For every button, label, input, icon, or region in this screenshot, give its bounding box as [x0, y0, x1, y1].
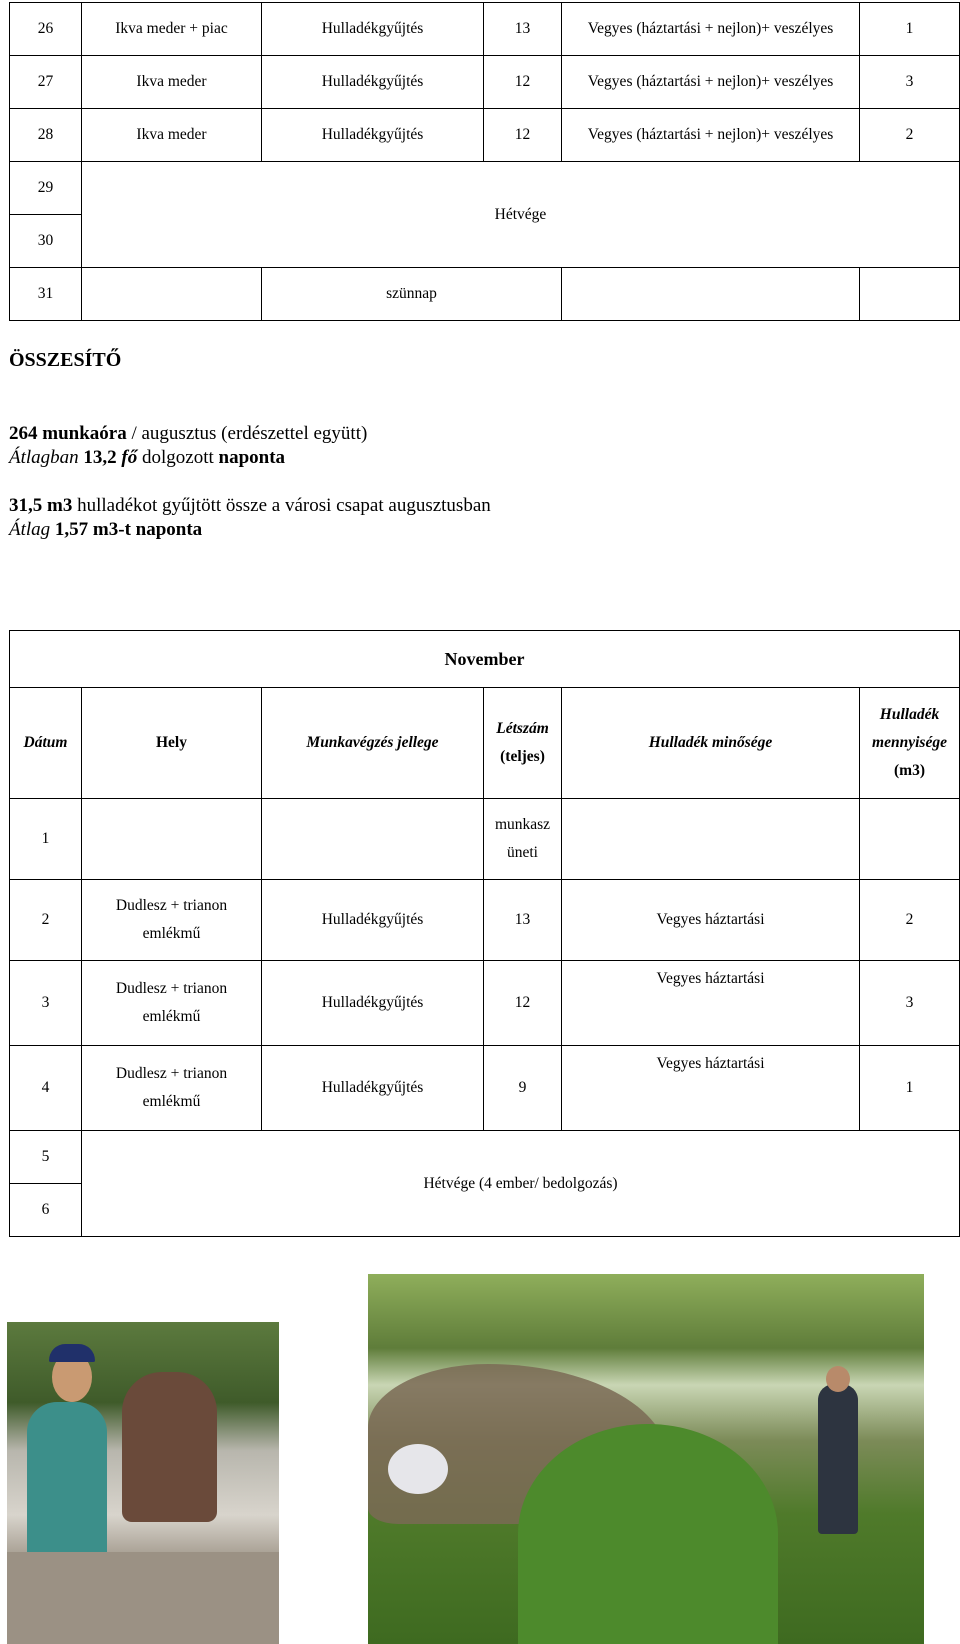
plastic-bag: [388, 1444, 448, 1494]
daily-text: naponta: [218, 447, 286, 468]
holiday-cell: szünnap: [262, 268, 562, 321]
table-row: [10, 109, 960, 162]
qty-cell: 1: [860, 3, 960, 56]
qty-cell: 1: [860, 1046, 960, 1131]
count-cell: 9: [484, 1046, 562, 1131]
place-cell: Ikva meder: [82, 56, 262, 109]
quality-cell: Vegyes háztartási: [562, 1046, 860, 1131]
header-place: Hely: [82, 688, 262, 799]
table-row: [10, 1046, 960, 1131]
waste-text: hulladékot gyűjtött össze a városi csapat augusztusban: [72, 495, 491, 516]
worker-figure: [818, 1384, 858, 1534]
day-cell: 28: [10, 109, 82, 162]
qty-cell: [860, 799, 960, 880]
place-line2: emlékmű: [142, 925, 201, 942]
day-cell: 1: [10, 799, 82, 880]
worker-head: [826, 1366, 850, 1392]
work-cell: Hulladékgyűjtés: [262, 3, 484, 56]
header-count-line1: Létszám: [496, 720, 549, 737]
qty-cell: 2: [860, 880, 960, 961]
day-cell: 27: [10, 56, 82, 109]
weekend-cell: Hétvége: [82, 162, 960, 268]
day-cell: 31: [10, 268, 82, 321]
table-row: [10, 799, 960, 880]
count-cell: 12: [484, 109, 562, 162]
hours-value: 264 munkaóra: [9, 423, 127, 444]
november-table: [9, 630, 960, 1237]
count-cell: 13: [484, 880, 562, 961]
header-qty: [860, 688, 960, 799]
header-date: Dátum: [10, 688, 82, 799]
header-row: [10, 688, 960, 799]
header-qty-line3: (m3): [894, 762, 925, 779]
average-waste-label: Átlag: [9, 519, 51, 540]
work-cell: Hulladékgyűjtés: [262, 961, 484, 1046]
qty-cell: [860, 268, 960, 321]
worked-text: dolgozott: [137, 447, 219, 468]
count-cell: 13: [484, 3, 562, 56]
summary-heading: ÖSSZESÍTŐ: [9, 349, 122, 371]
table-title-row: [10, 631, 960, 688]
weekend-cell: Hétvége (4 ember/ bedolgozás): [82, 1131, 960, 1237]
table-row: [10, 268, 960, 321]
place-line1: Dudlesz + trianon: [115, 980, 228, 997]
place-cell: Ikva meder: [82, 109, 262, 162]
august-table: [9, 2, 960, 321]
average-waste-value: 1,57 m3-t naponta: [50, 519, 203, 540]
summary-line-average-waste: [9, 518, 202, 542]
header-qty-line2: mennyisége: [872, 734, 947, 751]
day-cell: 2: [10, 880, 82, 961]
header-work: Munkavégzés jellege: [262, 688, 484, 799]
table-row: [10, 1131, 960, 1184]
average-label: Átlagban: [9, 447, 79, 468]
day-cell: 29: [10, 162, 82, 215]
place-line2: emlékmű: [142, 1008, 201, 1025]
place-cell: [82, 799, 262, 880]
quality-cell: Vegyes (háztartási + nejlon)+ veszélyes: [562, 3, 860, 56]
place-cell: [82, 268, 262, 321]
table-row: [10, 880, 960, 961]
day-cell: 5: [10, 1131, 82, 1184]
day-cell: 30: [10, 215, 82, 268]
table-row: [10, 56, 960, 109]
work-cell: Hulladékgyűjtés: [262, 1046, 484, 1131]
hours-text: / augusztus (erdészettel együtt): [126, 423, 368, 444]
holiday-cell: [484, 799, 562, 880]
place-line1: Dudlesz + trianon: [115, 1065, 228, 1082]
holiday-line2: üneti: [507, 844, 538, 861]
day-cell: 6: [10, 1184, 82, 1237]
count-cell: 12: [484, 56, 562, 109]
worker-photo: [7, 1322, 279, 1644]
summary-line-average-people: [9, 446, 285, 470]
count-cell: 12: [484, 961, 562, 1046]
header-count: [484, 688, 562, 799]
work-cell: [262, 799, 484, 880]
qty-cell: 2: [860, 109, 960, 162]
place-cell: [82, 1046, 262, 1131]
place-line2: emlékmű: [142, 1093, 201, 1110]
header-count-line2: (teljes): [500, 748, 545, 765]
header-qty-line1: Hulladék: [879, 706, 940, 723]
day-cell: 26: [10, 3, 82, 56]
work-cell: Hulladékgyűjtés: [262, 56, 484, 109]
place-cell: Ikva meder + piac: [82, 3, 262, 56]
waste-value: 31,5 m3: [9, 495, 73, 516]
summary-line-hours: [9, 422, 367, 446]
table-row: [10, 162, 960, 215]
cleanup-photo: [368, 1274, 924, 1644]
quality-cell: [562, 268, 860, 321]
table-row: [10, 3, 960, 56]
barrel: [122, 1372, 217, 1522]
table-title: November: [10, 631, 960, 688]
quality-cell: [562, 799, 860, 880]
quality-cell: Vegyes háztartási: [562, 880, 860, 961]
day-cell: 3: [10, 961, 82, 1046]
qty-cell: 3: [860, 56, 960, 109]
day-cell: 4: [10, 1046, 82, 1131]
place-line1: Dudlesz + trianon: [115, 897, 228, 914]
place-cell: [82, 961, 262, 1046]
work-cell: Hulladékgyűjtés: [262, 109, 484, 162]
green-mound: [518, 1424, 778, 1644]
table-row: [10, 961, 960, 1046]
summary-line-waste: [9, 494, 491, 518]
person-unit: fő: [121, 447, 138, 468]
header-quality: Hulladék minősége: [562, 688, 860, 799]
qty-cell: 3: [860, 961, 960, 1046]
cap: [49, 1344, 95, 1362]
holiday-line1: munkasz: [494, 816, 551, 833]
quality-cell: Vegyes (háztartási + nejlon)+ veszélyes: [562, 109, 860, 162]
work-cell: Hulladékgyűjtés: [262, 880, 484, 961]
average-value: 13,2: [78, 447, 122, 468]
place-cell: [82, 880, 262, 961]
quality-cell: Vegyes (háztartási + nejlon)+ veszélyes: [562, 56, 860, 109]
rubbish-pile: [7, 1552, 279, 1644]
quality-cell: Vegyes háztartási: [562, 961, 860, 1046]
